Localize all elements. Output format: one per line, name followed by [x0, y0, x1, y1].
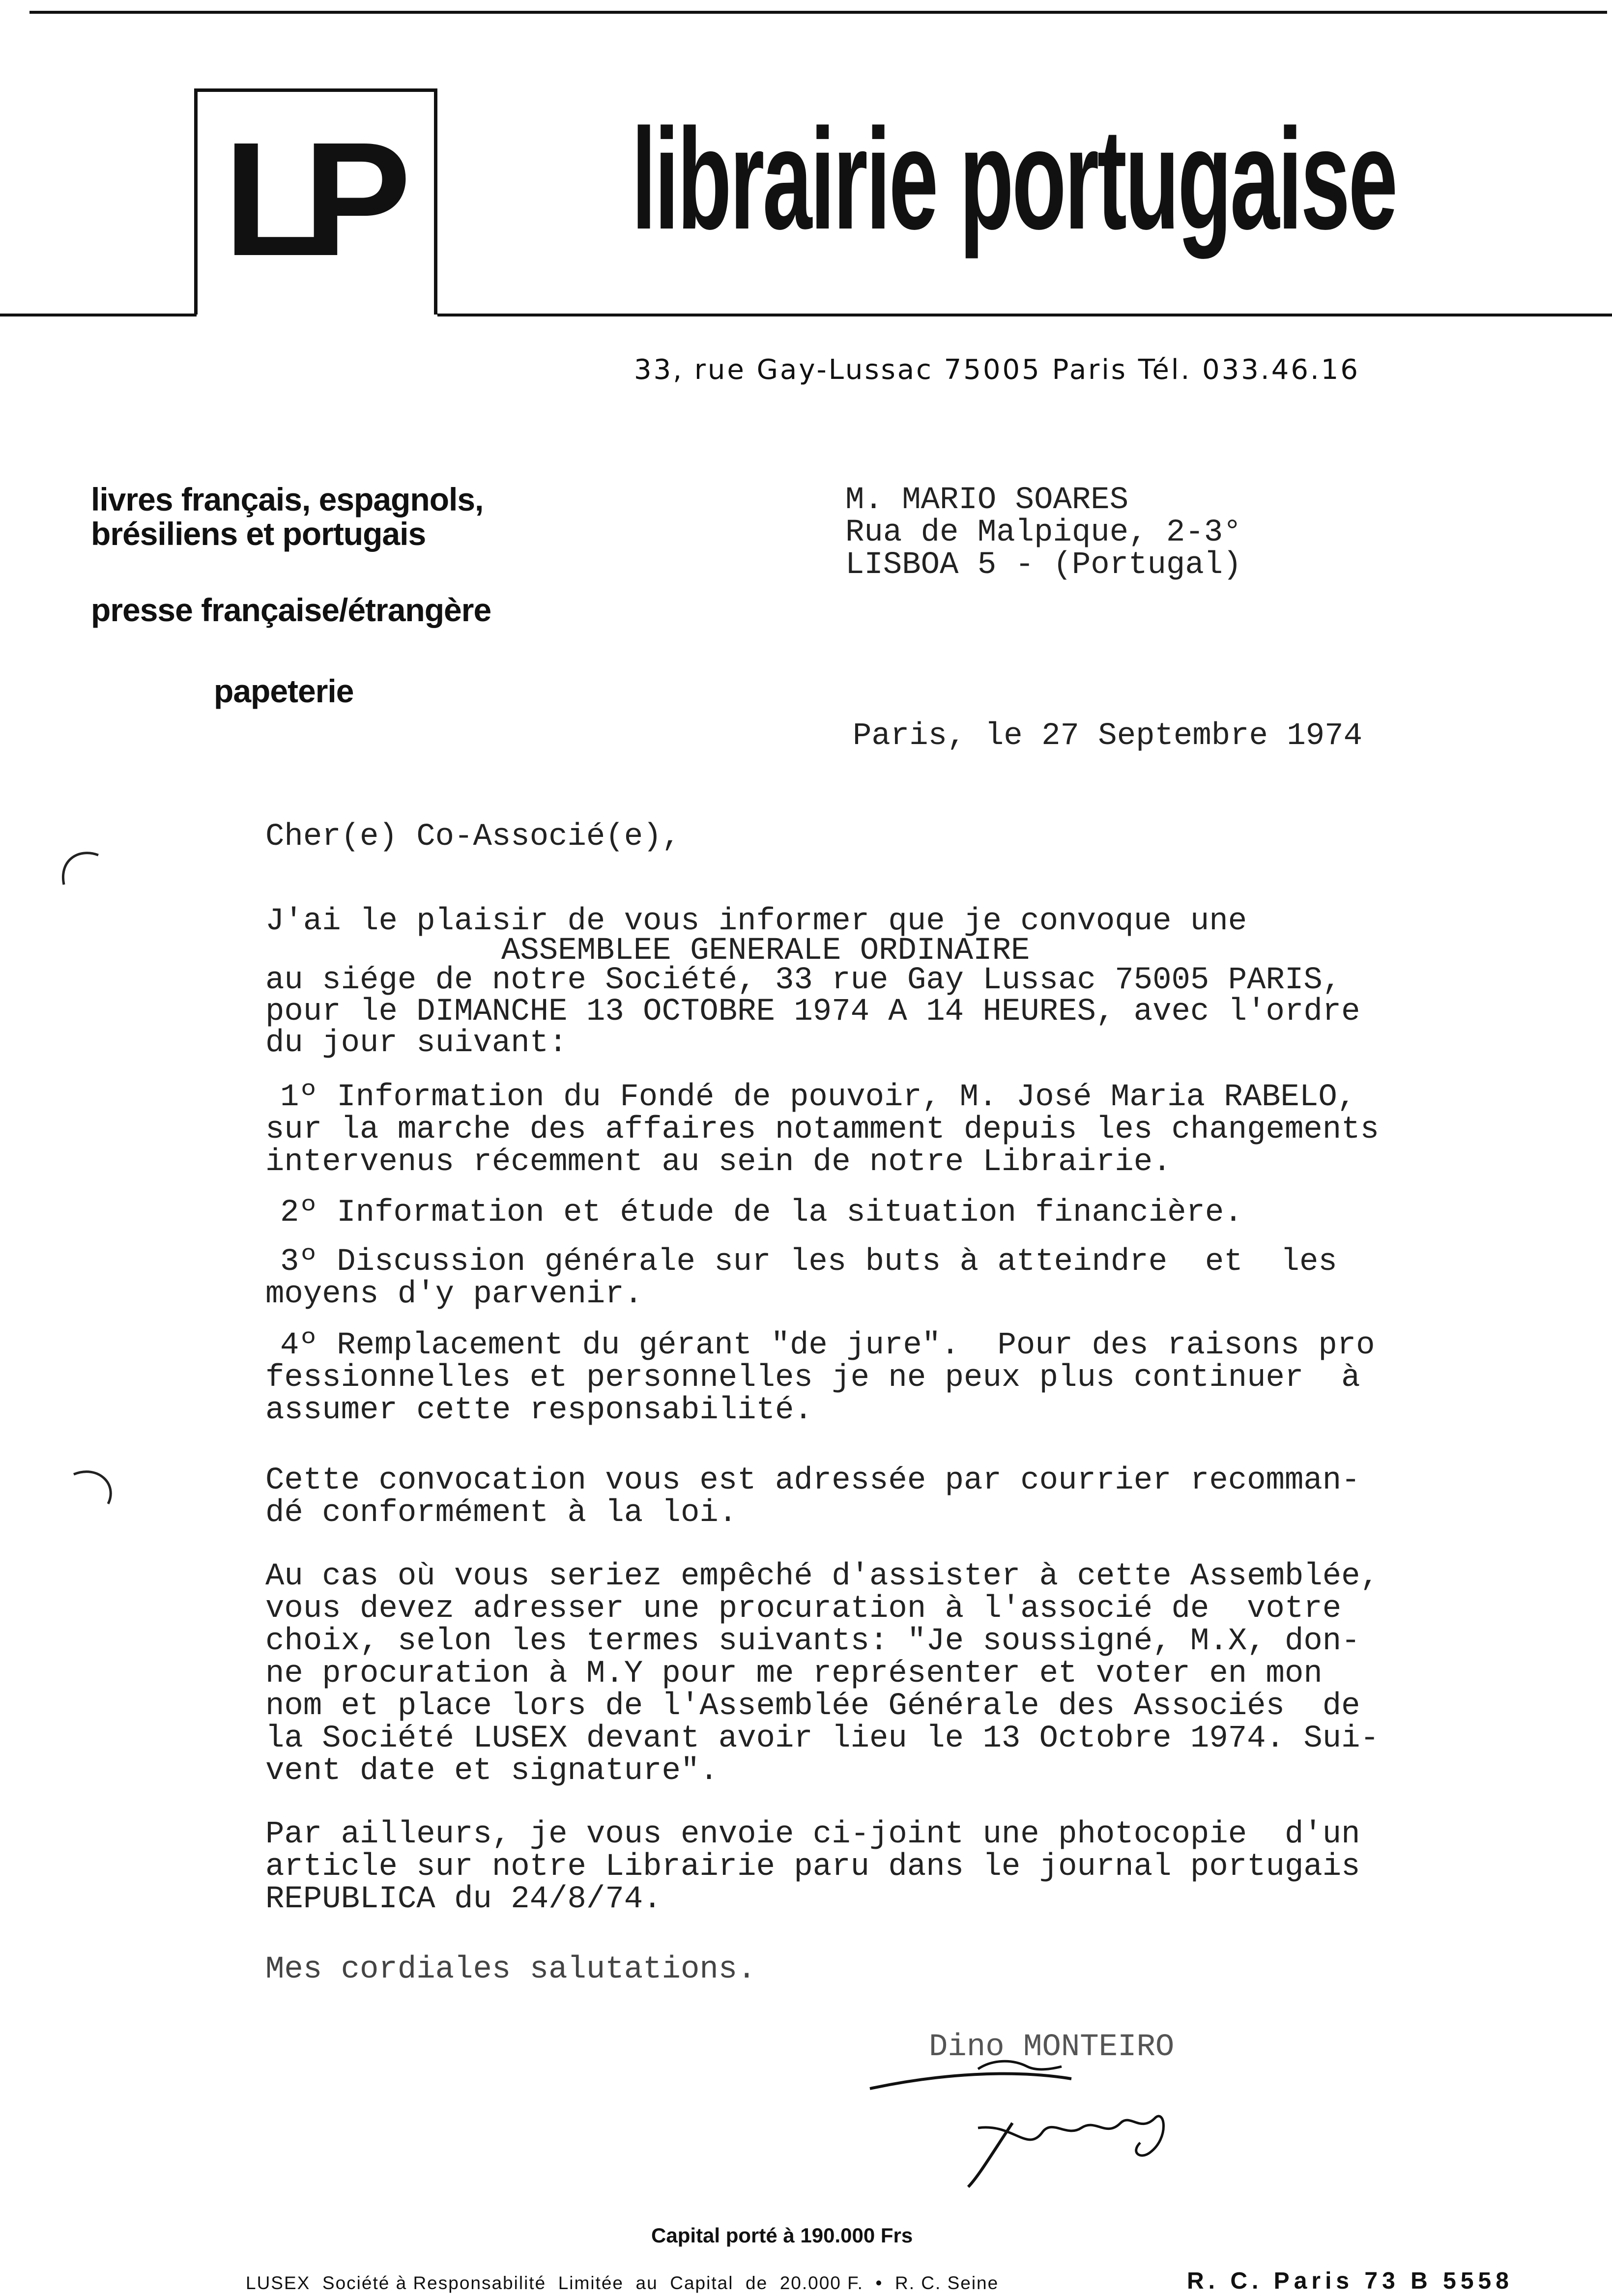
trade-register-number: R. C. Paris 73 B 5558 [1187, 2268, 1513, 2294]
agenda-item-4 [265, 1329, 1375, 1427]
agenda-line: intervenus récemment au sein de notre Librairie. [265, 1145, 1172, 1180]
agenda-line: moyens d'y parvenir. [265, 1277, 643, 1312]
recipient-line: M. MARIO SOARES [845, 483, 1129, 518]
agenda-line: 4º Remplacement du gérant "de jure". Pour des raisons pro [280, 1328, 1375, 1363]
agenda-line: 1º Information du Fondé de pouvoir, M. José Maria RABELO, [280, 1080, 1356, 1115]
intro-line: du jour suivant: [265, 1026, 568, 1061]
brand-name: librairie portugaise [632, 99, 1396, 259]
shop-address: 33, rue Gay-Lussac 75005 Paris Tél. 033.46.16 [634, 354, 1360, 386]
proxy-paragraph [265, 1560, 1379, 1787]
intro-line: au siége de notre Société, 33 rue Gay Lussac 75005 PARIS, [265, 963, 1342, 998]
handwritten-signature [865, 2039, 1238, 2197]
salutation: Cher(e) Co-Associé(e), [265, 819, 681, 855]
legal-notice: LUSEX Société à Responsabilité Limitée au Capital de 20.000 F. • R. C. Seine [246, 2273, 999, 2293]
recipient-address [845, 484, 1242, 581]
recipient-line: Rua de Malpique, 2-3° [845, 515, 1242, 550]
typed-signature-name: Dino MONTEIRO [929, 2030, 1175, 2065]
meeting-title: ASSEMBLEE GENERALE ORDINAIRE [501, 933, 1030, 969]
paragraph-line: vous devez adresser une procuration à l'associé de votre [265, 1591, 1342, 1627]
tagline-stationery: papeterie [214, 673, 354, 709]
tagline-books-1: livres français, espagnols, [91, 481, 484, 517]
logo-mark: LP [224, 108, 392, 289]
paragraph-line: nom et place lors de l'Assemblée Générale des Associés de [265, 1689, 1360, 1724]
paragraph-line: vent date et signature". [265, 1753, 719, 1789]
tagline-books-2: brésiliens et portugais [91, 516, 426, 552]
registered-mail-paragraph [265, 1464, 1360, 1529]
paragraph-line: dé conformément à la loi. [265, 1495, 738, 1531]
agenda-item-3 [265, 1246, 1337, 1311]
article-paragraph [265, 1818, 1360, 1916]
agenda-line: sur la marche des affaires notamment depuis les changements [265, 1112, 1379, 1148]
closing-line: Mes cordiales salutations. [265, 1952, 756, 1987]
date-line: Paris, le 27 Septembre 1974 [853, 718, 1362, 754]
punch-hole-mark-top [49, 845, 108, 890]
paragraph-line: Au cas où vous seriez empêché d'assister à cette Assemblée, [265, 1559, 1379, 1594]
agenda-item-1 [265, 1081, 1379, 1178]
paragraph-line: article sur notre Librairie paru dans le journal portugais [265, 1849, 1360, 1885]
capital-statement: Capital porté à 190.000 Frs [651, 2224, 913, 2247]
agenda-line: 3º Discussion générale sur les buts à atteindre et les [280, 1244, 1337, 1280]
intro-line: pour le DIMANCHE 13 OCTOBRE 1974 A 14 HEURES, avec l'ordre [265, 994, 1360, 1030]
punch-hole-mark-bottom [69, 1464, 128, 1509]
agenda-line: fessionnelles et personnelles je ne peux plus continuer à [265, 1360, 1360, 1396]
intro-line: J'ai le plaisir de vous informer que je convoque une [265, 904, 1247, 939]
top-border-rule [29, 11, 1607, 14]
agenda-line: assumer cette responsabilité. [265, 1393, 813, 1428]
agenda-item-2 [265, 1197, 1243, 1229]
paragraph-line: choix, selon les termes suivants: "Je soussigné, M.X, don- [265, 1624, 1360, 1659]
paragraph-line: ne procuration à M.Y pour me représenter et voter en mon [265, 1656, 1323, 1692]
header-rule-right [437, 314, 1612, 316]
recipient-line: LISBOA 5 - (Portugal) [845, 547, 1242, 583]
paragraph-line: REPUBLICA du 24/8/74. [265, 1882, 662, 1917]
paragraph-line: Cette convocation vous est adressée par courrier recomman- [265, 1463, 1360, 1498]
intro-paragraph [265, 905, 1360, 1060]
paragraph-line: la Société LUSEX devant avoir lieu le 13 Octobre 1974. Sui- [265, 1721, 1379, 1756]
tagline-press: presse française/étrangère [91, 592, 491, 628]
agenda-line: 2º Information et étude de la situation financière. [280, 1195, 1243, 1231]
paragraph-line: Par ailleurs, je vous envoie ci-joint une photocopie d'un [265, 1817, 1360, 1852]
header-rule-left [0, 314, 197, 316]
